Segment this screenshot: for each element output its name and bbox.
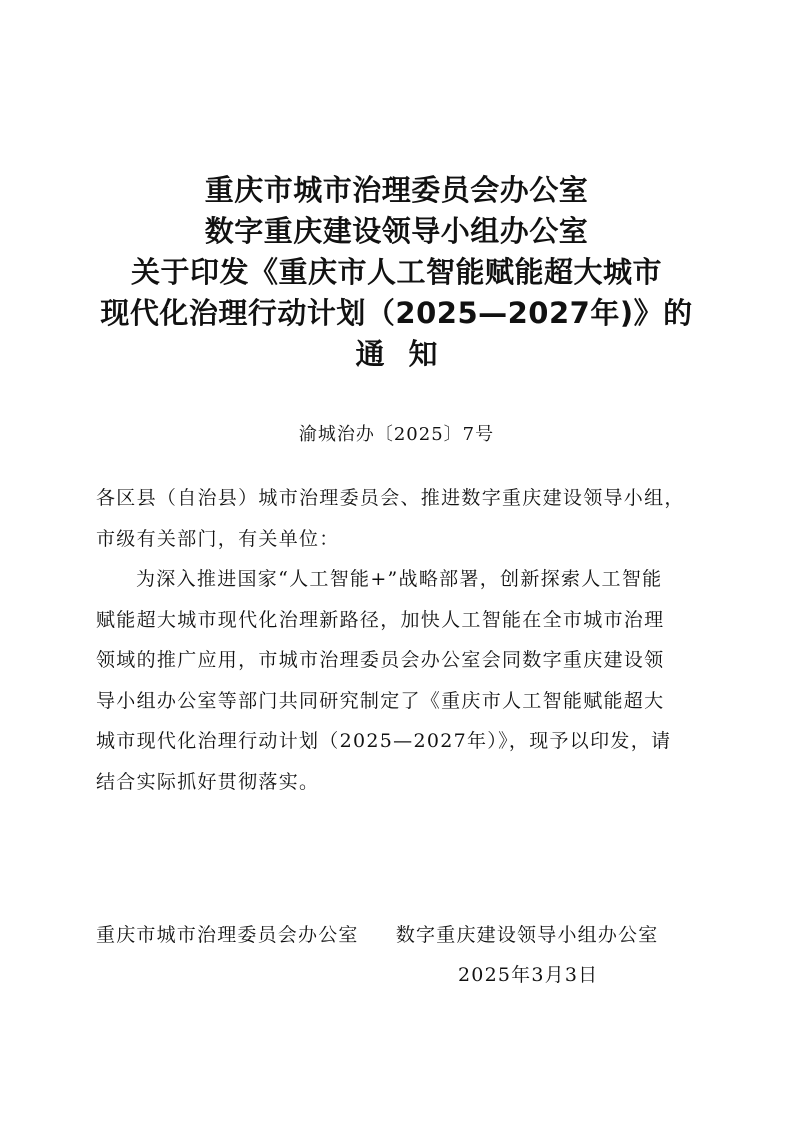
signature-block xyxy=(96,918,697,952)
title-line-issuer-1: 重庆市城市治理委员会办公室 xyxy=(204,173,589,207)
document-body xyxy=(96,478,697,802)
document-title xyxy=(96,170,697,375)
recipients-line-2: 市级有关部门，有关单位： xyxy=(96,527,340,550)
title-line-issuer-2: 数字重庆建设领导小组办公室 xyxy=(204,214,589,248)
title-line-subject-2: 现代化治理行动计划（2025—2027年)》的 xyxy=(100,296,693,330)
title-line-notice: 通知 xyxy=(355,337,462,371)
signature-issuer-left: 重庆市城市治理委员会办公室 xyxy=(96,924,359,946)
body-paragraph-line: 导小组办公室等部门共同研究制定了《重庆市人工智能赋能超大 xyxy=(96,689,665,712)
signature-issuer-right: 数字重庆建设领导小组办公室 xyxy=(395,924,659,946)
body-paragraph-line: 为深入推进国家“人工智能+”战略部署，创新探索人工智能 xyxy=(136,568,663,590)
recipients-line-1: 各区县（自治县）城市治理委员会、推进数字重庆建设领导小组， xyxy=(96,487,685,509)
document-number: 渝城治办〔2025〕7号 xyxy=(298,424,495,445)
body-paragraph-line: 赋能超大城市现代化治理新路径，加快人工智能在全市城市治理 xyxy=(96,608,665,631)
title-line-subject-1: 关于印发《重庆市人工智能赋能超大城市 xyxy=(130,255,662,289)
body-paragraph-line: 城市现代化治理行动计划（2025—2027年）》，现予以印发，请 xyxy=(96,730,672,752)
body-paragraph-line: 结合实际抓好贯彻落实。 xyxy=(96,770,320,793)
signature-date: 2025年3月3日 xyxy=(458,964,599,986)
body-paragraph-line: 领域的推广应用，市城市治理委员会办公室会同数字重庆建设领 xyxy=(96,649,665,671)
